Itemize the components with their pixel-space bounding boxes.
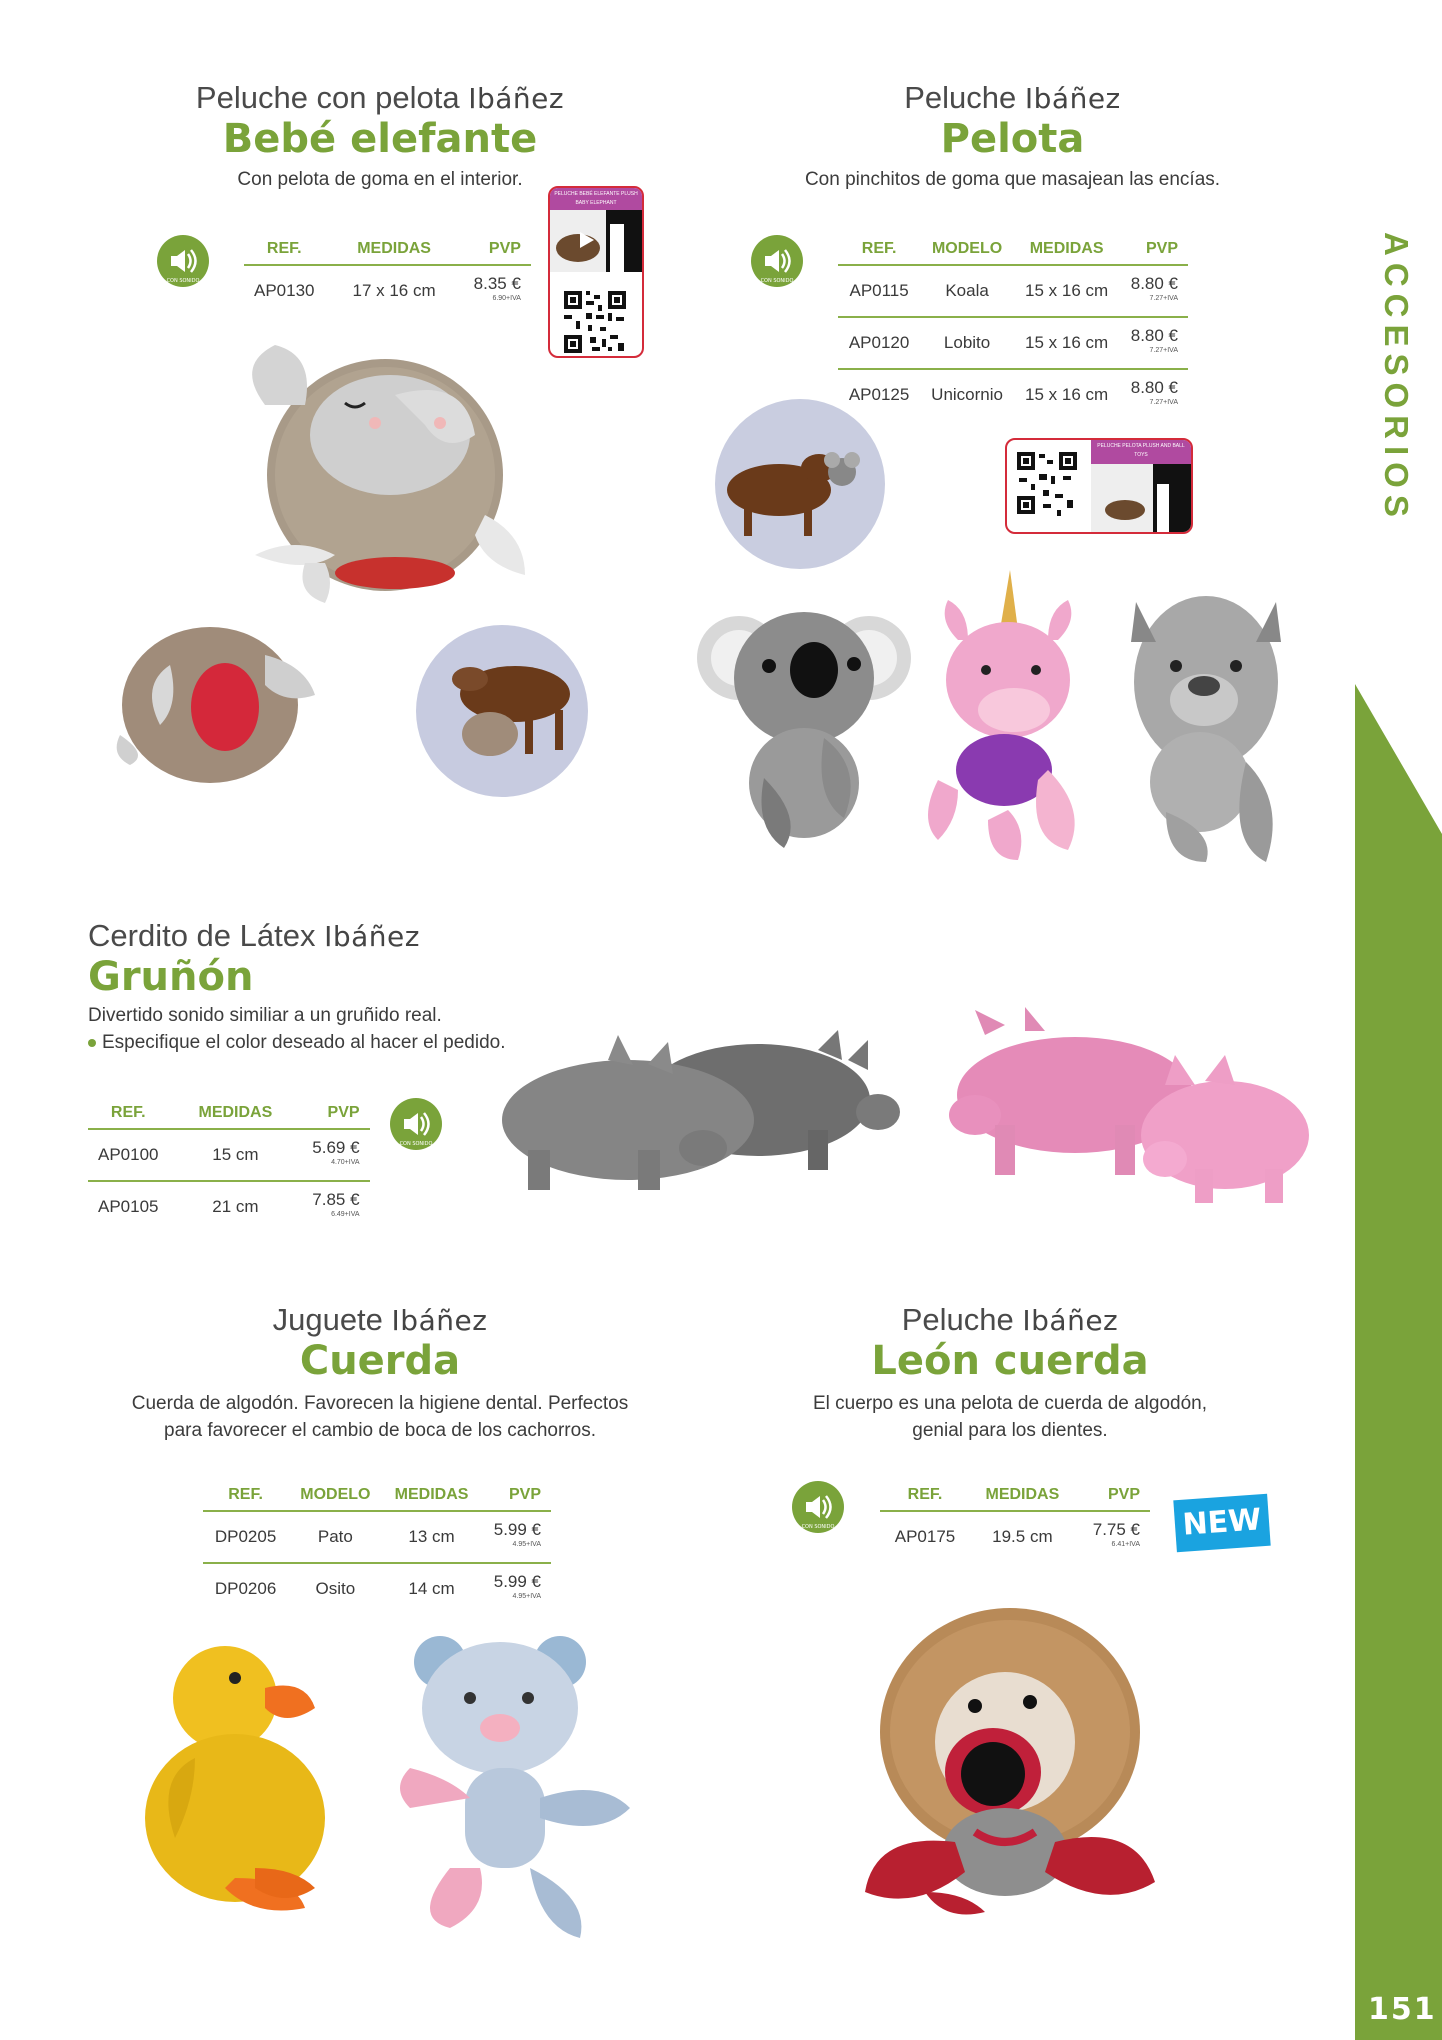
product-description: Con pelota de goma en el interior. [237,169,523,190]
medidas-cell: 13 cm [383,1511,481,1563]
section-tab[interactable] [1357,228,1437,548]
sound-icon [751,235,803,287]
modelo-cell: Osito [315,1579,356,1598]
product-note [88,1029,508,1056]
product-title: Bebé elefante [222,116,538,162]
table-row [88,1181,370,1232]
col-pvp: PVP [481,1486,551,1511]
medidas-cell: 15 x 16 cm [1014,265,1119,317]
pvp-cell [1119,369,1188,420]
product-title: Pelota [940,116,1085,162]
price: 8.35 € [473,274,521,293]
table-row [838,369,1188,420]
table-row [838,317,1188,369]
ref-cell: AP0115 [838,265,920,317]
product-subtitle: Juguete [272,1302,383,1337]
price: 7.85 € [312,1190,360,1209]
unicorn-plush-photo [918,570,1098,870]
price: 8.80 € [1130,378,1178,397]
col-pvp: PVP [302,1104,369,1129]
price-iva: 6.41+IVA [1111,1541,1140,1548]
elephant-plush-photo [225,315,545,615]
svg-text:CON SONIDO: CON SONIDO [801,1524,835,1530]
pvp-cell [1119,265,1188,317]
col-modelo: MODELO [920,240,1014,265]
product-subtitle: Peluche con pelota [195,80,460,115]
col-ref: REF. [203,1486,288,1511]
modelo-cell: Unicornio [931,385,1003,404]
video-thumbnail [550,210,642,272]
wolf-plush-photo [1126,582,1292,868]
medidas-cell: 15 x 16 cm [1025,385,1109,404]
qr-code-video-pelota[interactable] [1005,438,1193,534]
product-description-line-1: Cuerda de algodón. Favorecen la higiene dental. Perfectos [131,1393,629,1414]
product-cuerda-header [120,1302,640,1444]
brand-logo: Ibáñez [324,920,420,953]
col-ref: REF. [244,240,325,265]
qr-code-video-bebe-elefante[interactable] [548,186,644,358]
ref-cell: AP0105 [98,1197,159,1216]
sound-icon [157,235,209,287]
ref-cell: AP0125 [848,385,910,404]
col-medidas: MEDIDAS [383,1486,481,1511]
price: 5.69 € [312,1138,360,1157]
product-description-line-2: genial para los dientes. [912,1420,1108,1441]
product-description: Con pinchitos de goma que masajean las encías. [804,169,1221,190]
price: 8.80 € [1130,326,1178,345]
product-description: Divertido sonido similiar a un gruñido real. [88,1005,442,1026]
modelo-cell: Lobito [920,317,1014,369]
new-badge: NEW [1173,1494,1270,1552]
section-tab-label: ACCESORIOS [1378,232,1415,524]
product-subtitle: Peluche [904,80,1017,115]
product-description-line-2: para favorecer el cambio de boca de los cachorros. [164,1420,596,1441]
video-thumbnail [1091,464,1191,532]
koala-plush-photo [694,598,914,852]
product-bebe-elefante-header [160,80,600,193]
col-medidas: MEDIDAS [169,1104,303,1129]
col-medidas: MEDIDAS [970,1486,1075,1511]
col-modelo: MODELO [288,1486,382,1511]
table-row [203,1563,551,1614]
medidas-cell: 17 x 16 cm [352,281,436,300]
medidas-cell: 14 cm [408,1579,455,1598]
elephant-plush-back-photo [105,615,320,790]
sound-icon [390,1098,442,1150]
rope-bear-toy-photo [390,1628,640,1940]
page-number: 151 [1368,1992,1437,2027]
brand-logo: Ibáñez [468,82,565,115]
product-title: León cuerda [871,1338,1149,1384]
product-title: Cuerda [299,1338,461,1384]
col-pvp: PVP [1119,240,1188,265]
medidas-cell: 15 x 16 cm [1014,317,1119,369]
pvp-cell [481,1563,551,1614]
price-iva: 4.70+IVA [331,1159,360,1166]
brand-logo: Ibáñez [1024,82,1121,115]
table-row [244,265,531,316]
ref-cell: AP0120 [838,317,920,369]
col-pvp: PVP [1075,1486,1150,1511]
ref-table-grunon [88,1104,370,1232]
brand-logo: Ibáñez [1022,1304,1119,1337]
ref-cell: AP0100 [88,1129,169,1181]
medidas-cell: 15 cm [169,1129,303,1181]
product-grunon-header [88,918,508,1056]
rope-duck-toy-photo [135,1638,375,1933]
price: 8.80 € [1130,274,1178,293]
ref-cell: DP0206 [214,1579,277,1598]
ref-cell: DP0205 [203,1511,288,1563]
svg-text:CON SONIDO: CON SONIDO [399,1141,433,1147]
bullet-icon [88,1039,96,1047]
product-title: Gruñón [88,954,254,1000]
pvp-cell [481,1511,551,1563]
table-row [880,1511,1150,1562]
col-pvp: PVP [464,240,531,265]
table-row [203,1511,551,1563]
medidas-cell: 19.5 cm [992,1527,1053,1546]
modelo-cell: Koala [920,265,1014,317]
price: 7.75 € [1092,1520,1140,1539]
pvp-cell [1075,1511,1150,1562]
modelo-cell: Pato [288,1511,382,1563]
price-iva: 4.95+IVA [512,1541,541,1548]
pvp-cell [302,1181,369,1232]
pvp-cell [302,1129,369,1181]
ref-table-pelota [838,240,1188,420]
product-subtitle: Cerdito de Látex [88,918,316,953]
pvp-cell [464,265,531,316]
price-iva: 6.49+IVA [331,1211,360,1218]
price-iva: 6.90+IVA [492,295,521,302]
medidas-cell: 21 cm [212,1197,259,1216]
product-pelota-header [770,80,1255,193]
dog-with-elephant-photo [415,624,589,798]
ref-cell: AP0130 [254,281,315,300]
ref-table-cuerda [203,1486,551,1614]
product-subtitle: Peluche [901,1302,1014,1337]
ref-table-leon-cuerda [880,1486,1150,1562]
product-description-line-1: El cuerpo es una pelota de cuerda de algodón, [812,1393,1208,1414]
price: 5.99 € [493,1572,541,1591]
grey-latex-pigs-photo [488,1020,908,1195]
svg-text:CON SONIDO: CON SONIDO [760,278,794,284]
table-row [88,1129,370,1181]
ref-table-bebe-elefante [244,240,531,316]
svg-text:CON SONIDO: CON SONIDO [166,278,200,284]
price: 5.99 € [493,1520,541,1539]
ref-cell: AP0175 [894,1527,956,1546]
product-note-text: Especifique el color deseado al hacer el pedido. [102,1032,506,1053]
col-medidas: MEDIDAS [1014,240,1119,265]
col-ref: REF. [838,240,920,265]
price-iva: 7.27+IVA [1149,399,1178,406]
qr-code-icon [550,277,642,358]
qr-caption: PELUCHE PELOTA PLUSH AND BALL TOYS [1091,440,1191,464]
dog-with-koala-photo [714,398,886,570]
col-medidas: MEDIDAS [325,240,464,265]
qr-code-icon [1007,440,1087,532]
product-leon-cuerda-header [760,1302,1260,1444]
price-iva: 4.95+IVA [512,1593,541,1600]
col-ref: REF. [880,1486,970,1511]
qr-caption: PELUCHE BEBÉ ELEFANTE PLUSH BABY ELEPHANT [550,188,642,210]
sound-icon [792,1481,844,1533]
table-row [838,265,1188,317]
col-ref: REF. [88,1104,169,1129]
pink-latex-pigs-photo [945,1005,1317,1205]
price-iva: 7.27+IVA [1149,347,1178,354]
price-iva: 7.27+IVA [1149,295,1178,302]
pvp-cell [1119,317,1188,369]
brand-logo: Ibáñez [391,1304,488,1337]
lion-rope-plush-photo [845,1602,1175,1924]
